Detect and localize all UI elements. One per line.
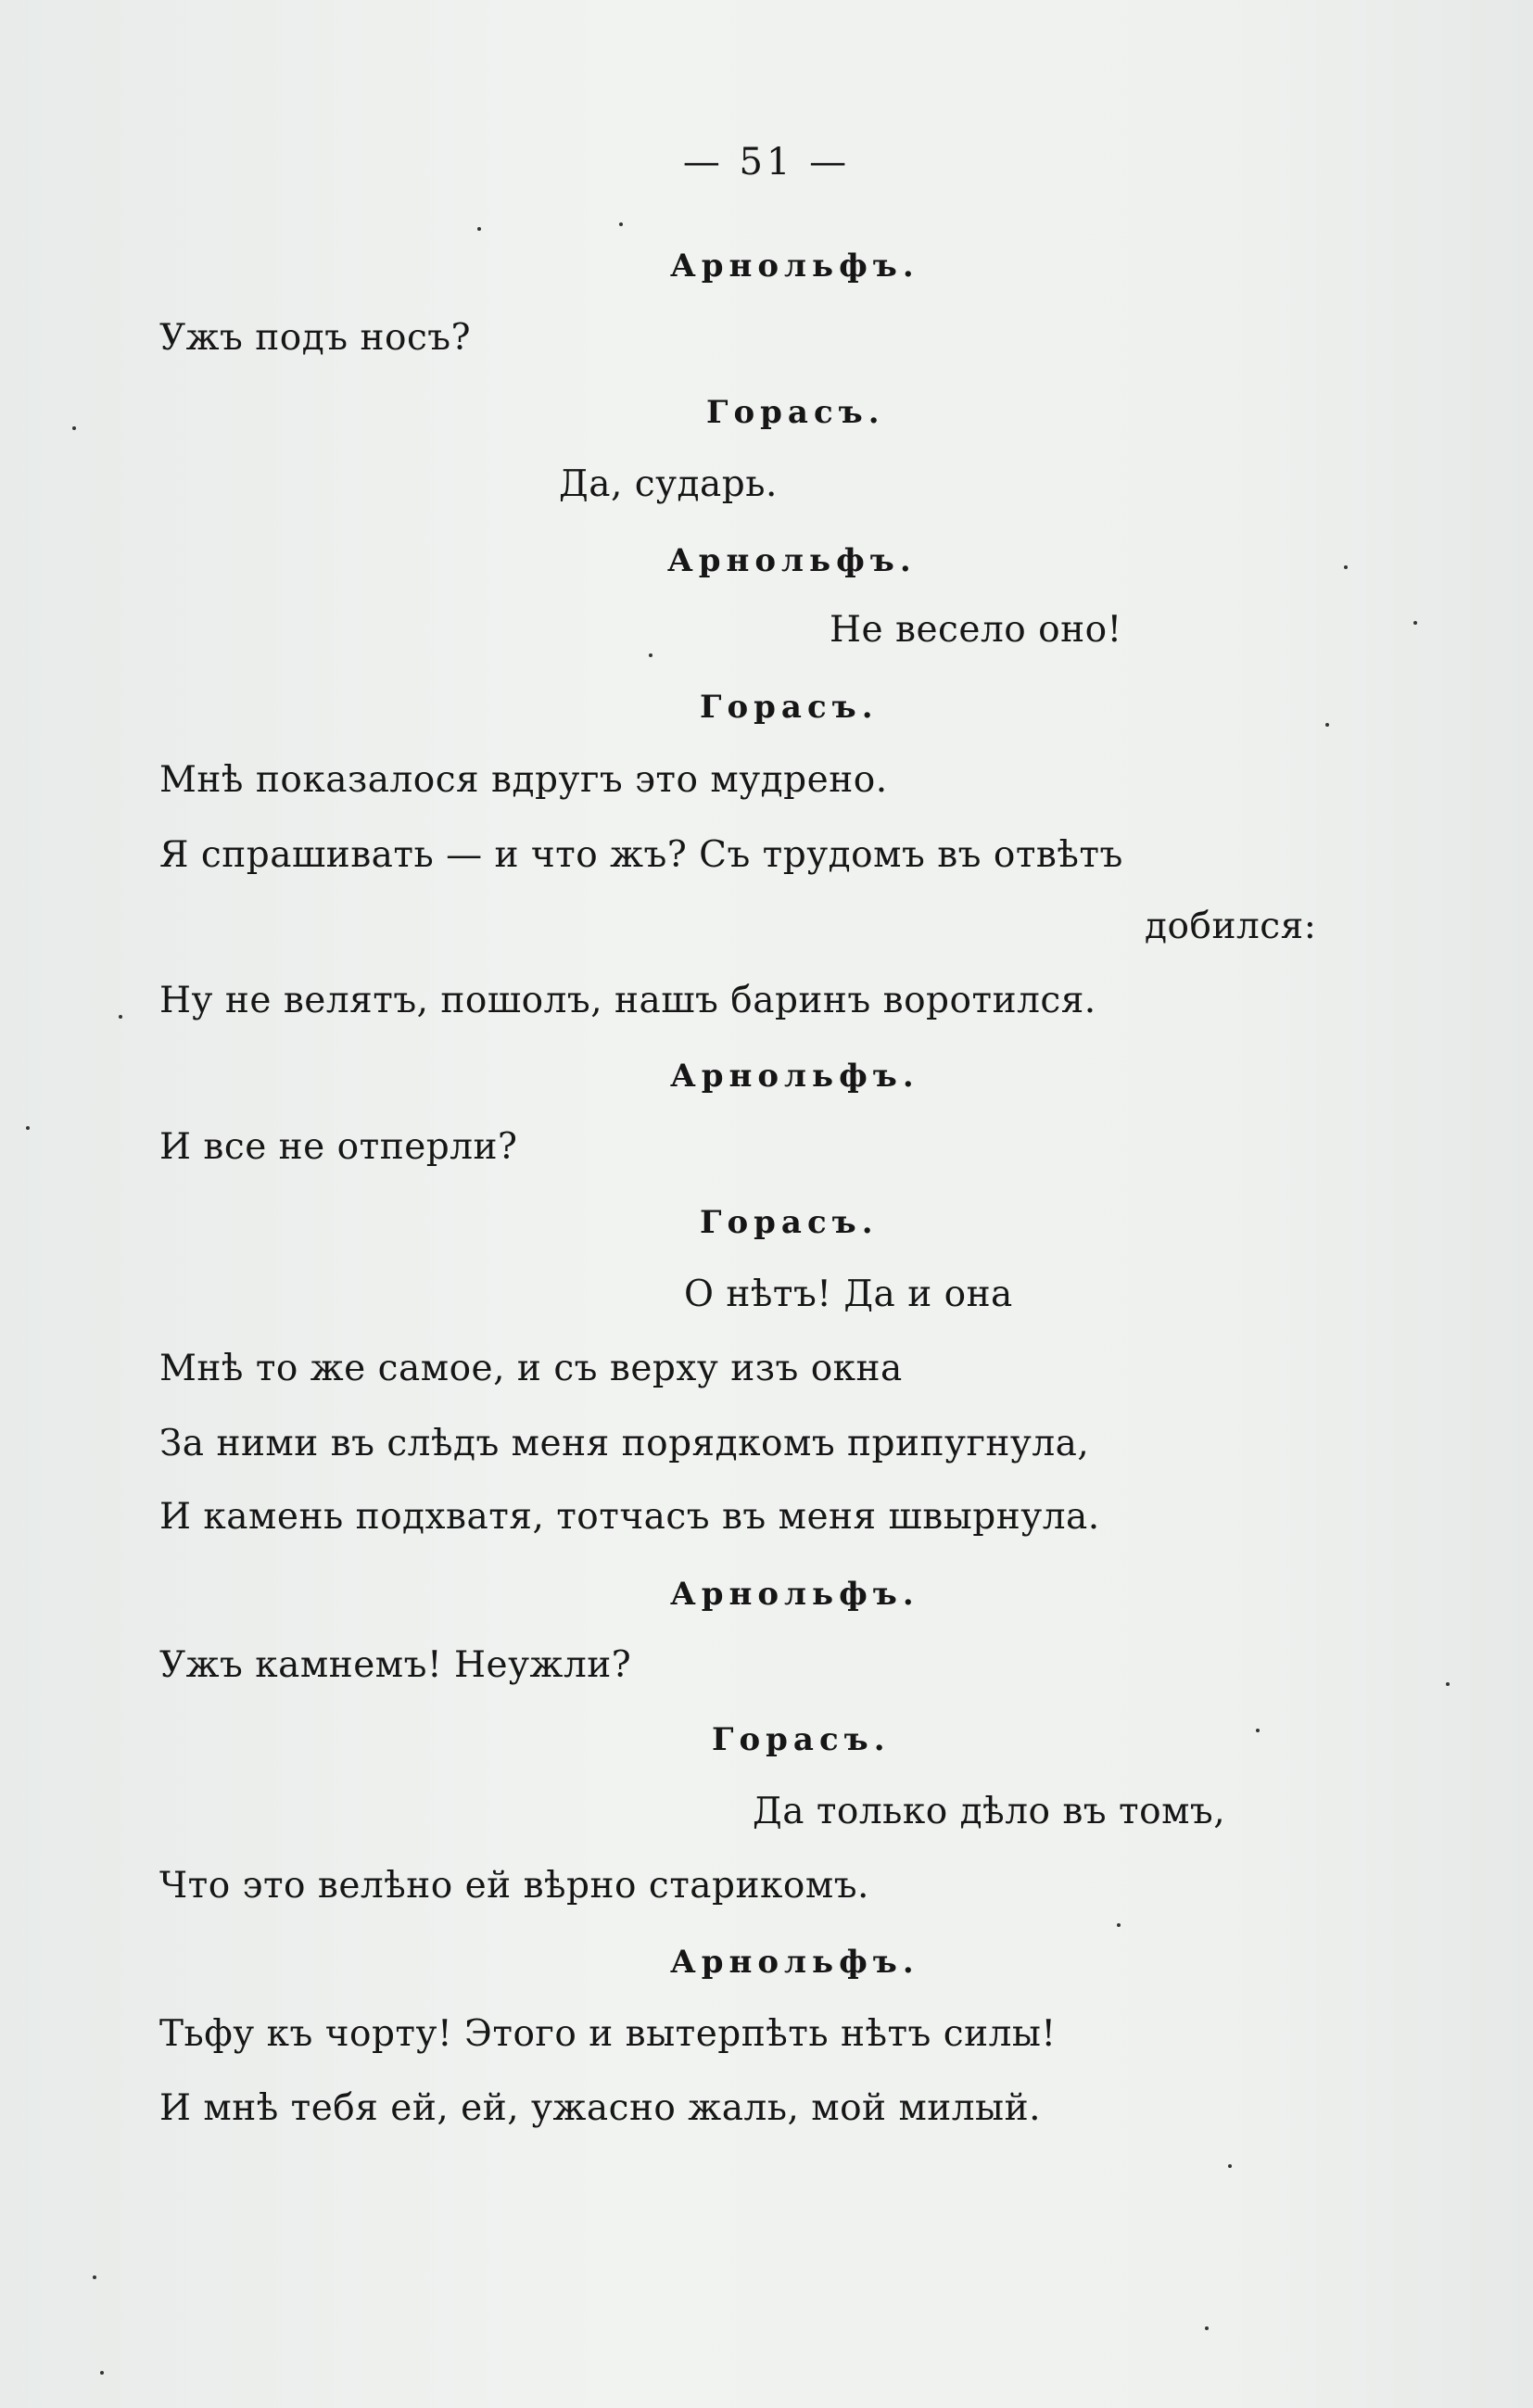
paper-speck [26, 1126, 30, 1130]
verse-line: добился: [1145, 906, 1317, 947]
verse-line: Ужъ камнемъ! Неужли? [159, 1644, 632, 1686]
verse-line: И мнѣ тебя ей, ей, ужасно жаль, мой милый. [159, 2087, 1041, 2129]
paper-speck [1117, 1923, 1121, 1927]
paper-speck [477, 227, 481, 231]
verse-line: И все не отперли? [159, 1126, 518, 1168]
paper-speck [100, 2371, 104, 2375]
paper-speck [72, 426, 76, 430]
verse-line: Тьфу къ чорту! Этого и вытерпѣть нѣтъ силы! [159, 2013, 1057, 2055]
verse-line: Мнѣ показалося вдругъ это мудрено. [159, 759, 888, 801]
speaker-heading: Арнольфъ. [670, 1058, 919, 1095]
speaker-heading: Горасъ. [700, 1204, 879, 1241]
paper-speck [619, 222, 623, 226]
paper-speck [1256, 1729, 1260, 1732]
verse-line: Что это велѣно ей вѣрно старикомъ. [159, 1865, 869, 1907]
speaker-heading: Горасъ. [706, 394, 885, 431]
speaker-heading: Горасъ. [700, 689, 879, 726]
paper-speck [1325, 723, 1329, 727]
verse-line: Да, сударь. [559, 463, 778, 505]
speaker-heading: Арнольфъ. [670, 247, 919, 285]
speaker-heading: Арнольфъ. [667, 542, 917, 579]
paper-speck [119, 1015, 122, 1019]
verse-line: Не весело оно! [830, 609, 1122, 651]
page-number: — 51 — [682, 141, 851, 184]
verse-line: Ужъ подъ носъ? [159, 317, 472, 359]
paper-speck [649, 653, 652, 657]
verse-line: За ними въ слѣдъ меня порядкомъ припугнула, [159, 1423, 1090, 1464]
speaker-heading: Горасъ. [712, 1721, 891, 1758]
speaker-heading: Арнольфъ. [670, 1944, 919, 1981]
verse-line: И камень подхватя, тотчасъ въ меня швырнула. [159, 1496, 1100, 1538]
speaker-heading: Арнольфъ. [670, 1576, 919, 1613]
paper-speck [1344, 565, 1348, 569]
verse-line: Ну не велятъ, пошолъ, нашъ баринъ воротился. [159, 980, 1096, 1021]
paper-speck [93, 2275, 96, 2279]
paper-speck [1205, 2326, 1209, 2330]
paper-speck [1413, 621, 1417, 625]
verse-line: Да только дѣло въ томъ, [753, 1791, 1226, 1832]
verse-line: О нѣтъ! Да и она [684, 1274, 1013, 1315]
verse-line: Мнѣ то же самое, и съ верху изъ окна [159, 1348, 903, 1389]
paper-speck [1446, 1682, 1450, 1686]
paper-speck [1228, 2164, 1232, 2168]
verse-line: Я спрашивать — и что жъ? Съ трудомъ въ отвѣтъ [159, 834, 1123, 876]
